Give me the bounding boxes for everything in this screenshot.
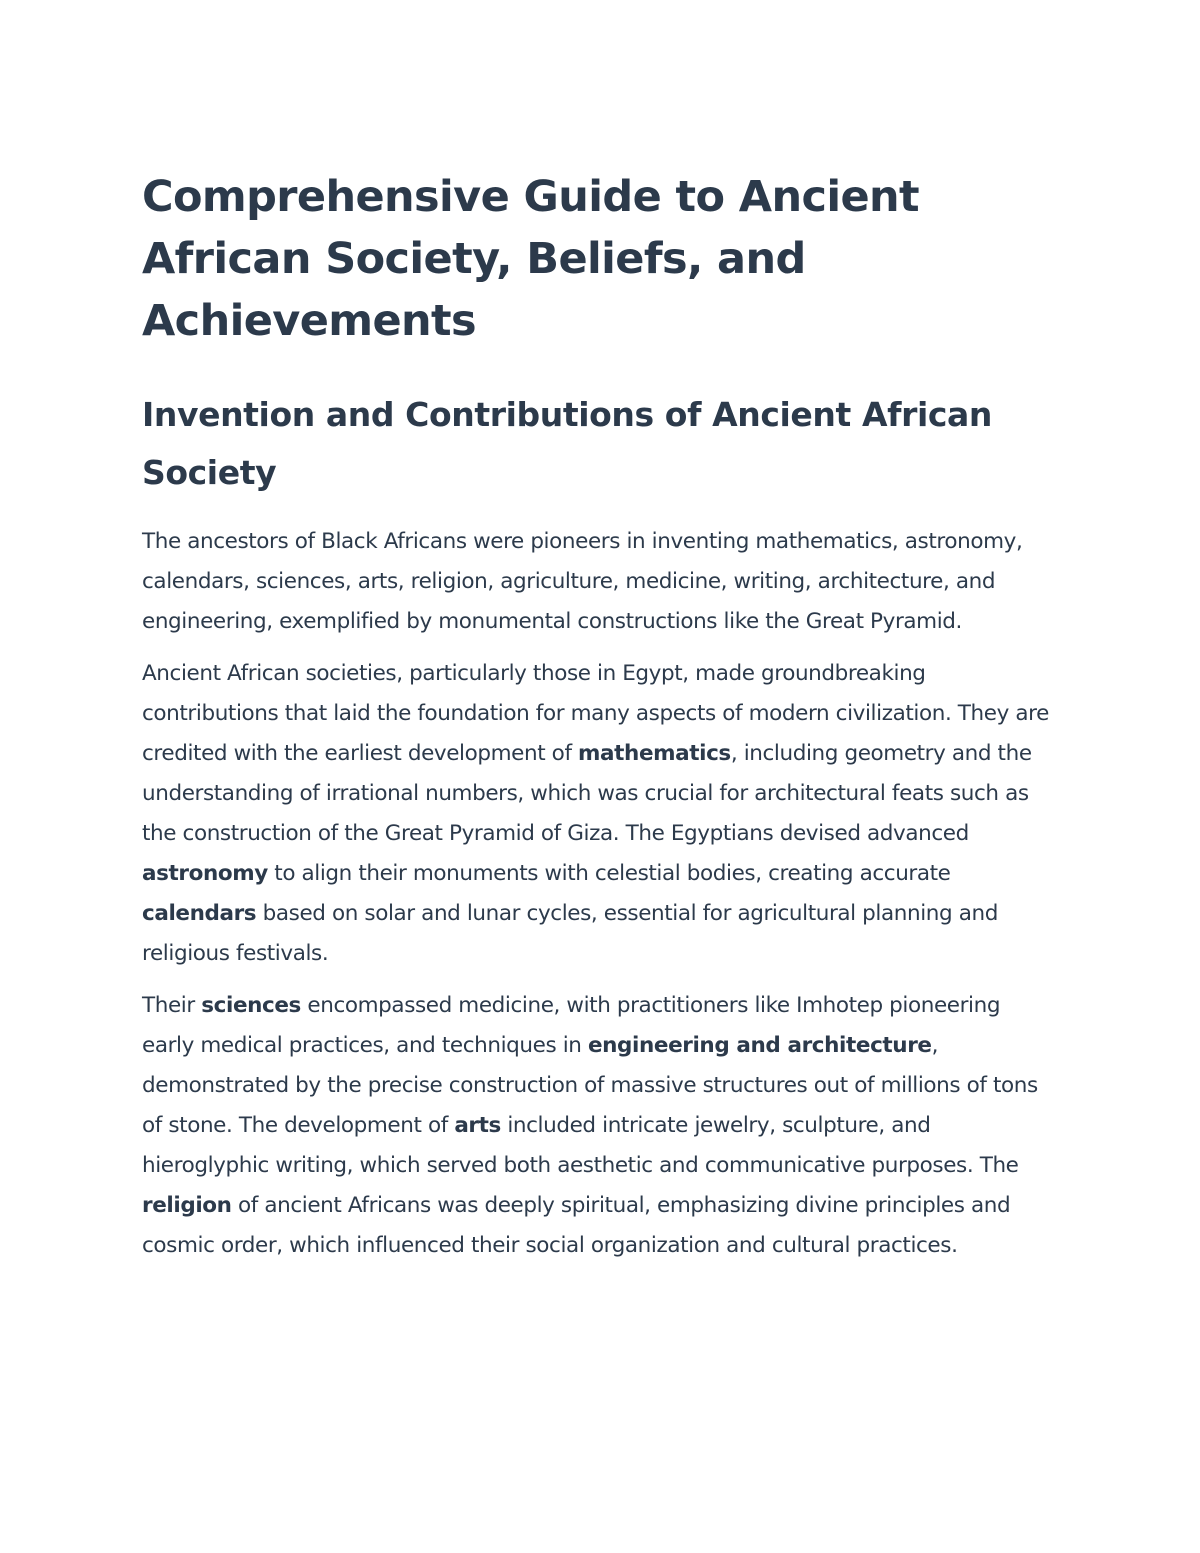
bold-term-religion: religion bbox=[142, 1193, 232, 1218]
paragraph-text: Their bbox=[142, 993, 202, 1018]
bold-term-mathematics: mathematics bbox=[578, 741, 731, 766]
section-heading: Invention and Contributions of Ancient African Society bbox=[142, 395, 992, 492]
paragraph-text: of ancient Africans was deeply spiritual, emphasizing divine principles and cosmic order, which influenced their social organization and cultural practices. bbox=[142, 1193, 1011, 1258]
paragraph-text: encompassed medicine, with practitioners like Imhotep pioneering early medical practices, and techniques in bbox=[142, 993, 1001, 1058]
document-page bbox=[142, 166, 1058, 1266]
paragraph-text: Ancient African societies, particularly those in Egypt, made groundbreaking contributions that laid the foundation for many aspects of modern civilization. They are credited with the earliest development of bbox=[142, 661, 1049, 766]
paragraph-text: , including geometry and the understanding of irrational numbers, which was crucial for architectural feats such as the construction of the Great Pyramid of Giza. The Egyptians devised advanced bbox=[142, 741, 1032, 846]
bold-term-arts: arts bbox=[454, 1113, 501, 1138]
bold-term-astronomy: astronomy bbox=[142, 861, 268, 886]
bold-term-calendars: calendars bbox=[142, 901, 257, 926]
paragraph-text: based on solar and lunar cycles, essential for agricultural planning and religious festivals. bbox=[142, 901, 998, 966]
document-title: Comprehensive Guide to Ancient African Society, Beliefs, and Achievements bbox=[142, 172, 920, 346]
bold-term-sciences: sciences bbox=[201, 993, 301, 1018]
paragraph-text: , demonstrated by the precise construction of massive structures out of millions of tons of stone. The development of bbox=[142, 1033, 1038, 1138]
paragraph-intro: The ancestors of Black Africans were pioneers in inventing mathematics, astronomy, calendars, sciences, arts, religion, agriculture, medicine, writing, architecture, and engineering, exemplified by monumental constructions like the Great Pyramid. bbox=[142, 529, 1023, 634]
paragraph-sciences bbox=[142, 986, 1058, 1266]
paragraph-text: included intricate jewelry, sculpture, and hieroglyphic writing, which served both aesthetic and communicative purposes. The bbox=[142, 1113, 1019, 1178]
paragraph-text: to align their monuments with celestial bodies, creating accurate bbox=[267, 861, 951, 886]
bold-term-engineering-architecture: engineering and architecture bbox=[587, 1033, 932, 1058]
paragraph-contributions bbox=[142, 654, 1058, 974]
